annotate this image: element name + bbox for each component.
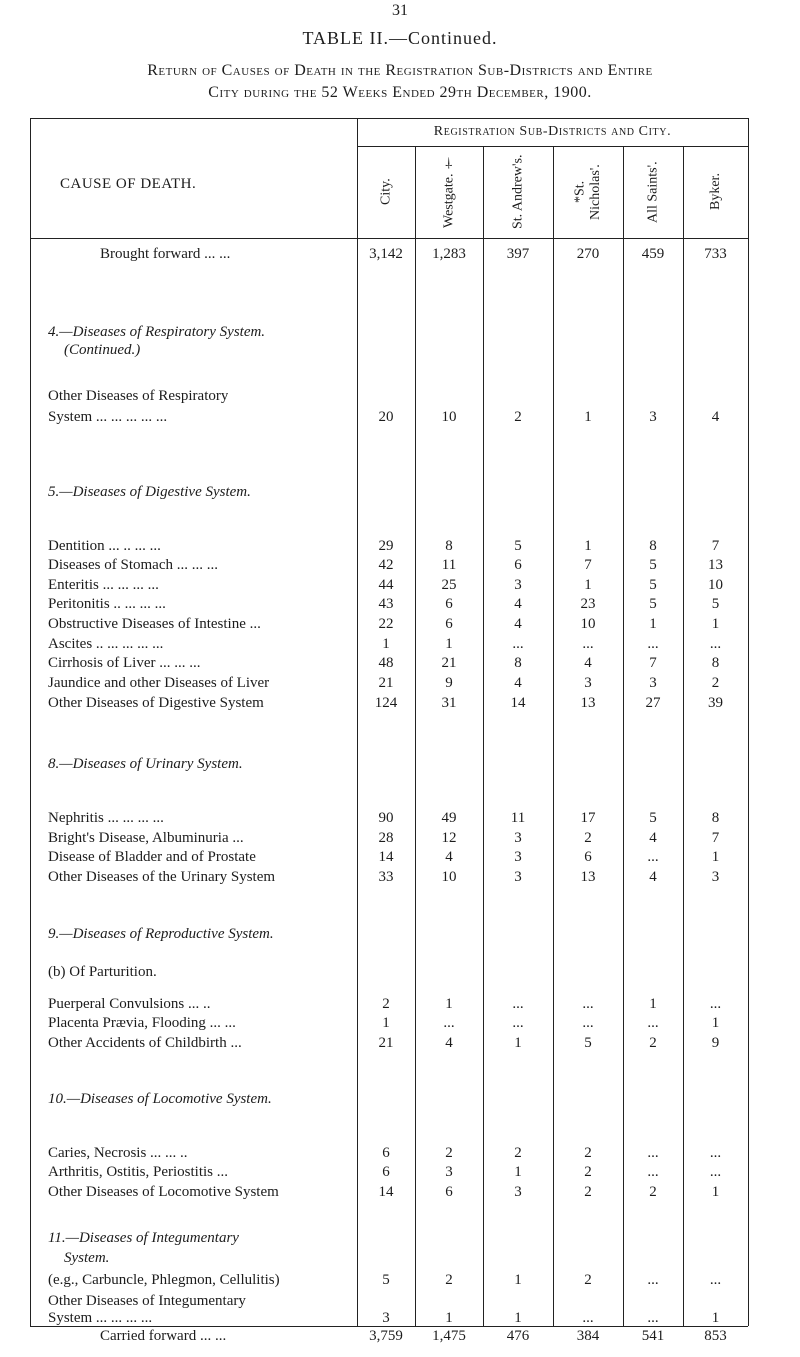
table-cell: ... (709, 1164, 722, 1180)
table-cell: 2 (382, 996, 390, 1012)
table-cell: 3,142 (369, 246, 403, 262)
table-cell: 2 (711, 675, 720, 691)
table-cell: 10 (580, 616, 596, 632)
table-cell: 8 (514, 655, 522, 671)
section-heading-2: 5.—Diseases of Digestive System. (48, 484, 251, 500)
table-cell: 29 (378, 538, 394, 554)
table-cell: 459 (641, 246, 665, 262)
column-header-3: St. Andrew's. (510, 154, 526, 230)
table-cell: 8 (711, 810, 720, 826)
table-cell: 1 (584, 538, 592, 554)
table-cell: 48 (378, 655, 394, 671)
table-cell: 1 (382, 636, 390, 652)
table-cell: 1 (649, 616, 657, 632)
cause-label: Other Accidents of Childbirth ... (48, 1035, 242, 1051)
table-cell: 23 (580, 596, 596, 612)
table-cell: ... (647, 1145, 659, 1161)
cause-label: Bright's Disease, Albuminuria ... (48, 830, 244, 846)
table-cell: 4 (514, 675, 522, 691)
table-cell: 1 (584, 577, 592, 593)
table-cell: ... (647, 636, 659, 652)
table-cell: 6 (514, 557, 522, 573)
table-cell: 6 (584, 849, 592, 865)
table-cell: 3 (514, 830, 522, 846)
table-cell: 1,475 (432, 1328, 466, 1344)
table-cell: 4 (649, 869, 657, 885)
table-cell: 3 (514, 1184, 522, 1200)
table-cell: 11 (510, 810, 526, 826)
table-cell: 3 (445, 1164, 453, 1180)
table-cell: 13 (708, 557, 723, 573)
table-title: TABLE II.—Continued. (302, 28, 498, 48)
table-cell: 21 (441, 655, 457, 671)
table-cell: 1 (382, 1015, 390, 1031)
table-cell: 2 (514, 1145, 522, 1161)
table-cell: 3 (514, 849, 522, 865)
section-heading-cont-1: (Continued.) (64, 342, 141, 358)
table-cell: 42 (378, 557, 394, 573)
table-cell: 9 (445, 675, 453, 691)
cause-column-header: CAUSE OF DEATH. (60, 176, 197, 192)
cause-label: (e.g., Carbuncle, Phlegmon, Cellulitis) (48, 1272, 280, 1288)
table-cell: 733 (704, 246, 727, 262)
column-header-2: Westgate. † (441, 155, 457, 229)
table-cell: 270 (576, 246, 600, 262)
table-cell: 4 (445, 1035, 453, 1051)
table-cell: 8 (445, 538, 453, 554)
table-cell: ... (582, 1310, 594, 1326)
table-cell: ... (512, 636, 524, 652)
table-cell: 3 (711, 869, 720, 885)
table-cell: ... (443, 1015, 455, 1031)
table-cell: 7 (584, 557, 592, 573)
table-cell: 6 (382, 1145, 390, 1161)
table-cell: 6 (445, 1184, 453, 1200)
table-cell: 1 (711, 1015, 720, 1031)
cause-label: Dentition ... .. ... ... (48, 538, 161, 554)
table-cell: 2 (584, 1145, 592, 1161)
table-cell: 3 (584, 675, 592, 691)
table-cell: 14 (378, 849, 394, 865)
table-cell: 1,283 (432, 246, 466, 262)
table-cell: ... (709, 636, 722, 652)
page-number: 31 (392, 2, 408, 19)
cause-label: Other Diseases of Digestive System (48, 695, 264, 711)
table-cell: 4 (711, 409, 720, 425)
table-cell: 2 (584, 1164, 592, 1180)
cause-label-cont: System ... ... ... ... ... (48, 409, 168, 425)
table-cell: 5 (649, 810, 657, 826)
table-cell: 5 (649, 577, 657, 593)
table-cell: 6 (445, 596, 453, 612)
table-cell: ... (582, 996, 594, 1012)
table-cell: 28 (378, 830, 394, 846)
table-cell: 1 (711, 1184, 720, 1200)
table-subtitle-line-2: City during the 52 Weeks Ended 29th December, 1900. (208, 84, 592, 101)
table-cell: ... (512, 996, 524, 1012)
section-subheading-4: (b) Of Parturition. (48, 964, 157, 980)
cause-label: Obstructive Diseases of Intestine ... (48, 616, 261, 632)
table-cell: 2 (445, 1145, 453, 1161)
table-cell: 2 (584, 1184, 592, 1200)
table-cell: 13 (580, 695, 596, 711)
table-cell: 49 (441, 810, 457, 826)
cause-label: Brought forward ... ... (100, 246, 231, 262)
table-cell: 2 (649, 1184, 657, 1200)
table-cell: ... (582, 1015, 594, 1031)
table-cell: ... (582, 636, 594, 652)
table-cell: 1 (514, 1164, 522, 1180)
table-cell: 25 (441, 577, 457, 593)
section-heading-cont-6: System. (64, 1250, 110, 1266)
column-header-5: All Saints'. (645, 161, 661, 223)
cause-label: Carried forward ... ... (100, 1328, 227, 1344)
section-heading-3: 8.—Diseases of Urinary System. (48, 756, 243, 772)
table-cell: 5 (711, 596, 720, 612)
table-cell: 1 (445, 1310, 453, 1326)
table-cell: 13 (580, 869, 596, 885)
cause-label: Peritonitis .. ... ... ... (48, 596, 166, 612)
table-cell: ... (512, 1015, 524, 1031)
table-cell: 11 (441, 557, 457, 573)
cause-label-cont: System ... ... ... ... (48, 1310, 153, 1326)
table-cell: 2 (514, 409, 522, 425)
table-cell: 476 (506, 1328, 530, 1344)
table-cell: 7 (649, 655, 657, 671)
table-cell: ... (647, 1272, 659, 1288)
table-cell: 12 (441, 830, 457, 846)
table-cell: 2 (445, 1272, 453, 1288)
table-left-rule (30, 118, 31, 1326)
table-cell: 10 (441, 409, 457, 425)
table-cell: 1 (514, 1310, 522, 1326)
section-heading-5: 10.—Diseases of Locomotive System. (48, 1091, 272, 1107)
table-cell: 4 (649, 830, 657, 846)
table-cell: 8 (711, 655, 720, 671)
section-heading-4: 9.—Diseases of Reproductive System. (48, 926, 274, 942)
table-cell: 5 (514, 538, 522, 554)
cause-label: Other Diseases of Locomotive System (48, 1184, 279, 1200)
table-cell: 2 (649, 1035, 657, 1051)
table-cell: 44 (378, 577, 394, 593)
table-cell: 10 (441, 869, 457, 885)
table-cell: 8 (649, 538, 657, 554)
column-header-4: *St. Nicholas'. (572, 164, 603, 220)
table-cell: 14 (378, 1184, 394, 1200)
table-cell: ... (709, 1145, 722, 1161)
table-cell: 1 (711, 616, 720, 632)
table-cell: 853 (704, 1328, 727, 1344)
table-cell: 1 (514, 1035, 522, 1051)
cause-label: Puerperal Convulsions ... .. (48, 996, 211, 1012)
table-cell: ... (647, 1310, 659, 1326)
cause-label: Arthritis, Ostitis, Periostitis ... (48, 1164, 229, 1180)
cause-label: Jaundice and other Diseases of Liver (48, 675, 270, 691)
table-cell: 31 (441, 695, 457, 711)
cause-label: Ascites .. ... ... ... ... (48, 636, 164, 652)
table-right-rule (748, 118, 749, 1326)
table-cell: 3,759 (369, 1328, 403, 1344)
table-cell: 1 (445, 996, 453, 1012)
column-header-6: Byker. (707, 173, 723, 211)
table-cell: 4 (584, 655, 592, 671)
cause-label: Diseases of Stomach ... ... ... (48, 557, 218, 573)
cause-label: Caries, Necrosis ... ... .. (48, 1145, 188, 1161)
table-cell: 2 (584, 1272, 592, 1288)
table-cell: 7 (711, 830, 720, 846)
table-cell: 17 (580, 810, 596, 826)
table-cell: 3 (514, 577, 522, 593)
table-cell: 21 (378, 1035, 394, 1051)
table-cell: 1 (584, 409, 592, 425)
table-cell: 6 (445, 616, 453, 632)
cause-label: Nephritis ... ... ... ... (48, 810, 164, 826)
table-cell: 124 (374, 695, 398, 711)
table-cell: 541 (641, 1328, 665, 1344)
table-cell: 384 (576, 1328, 600, 1344)
table-cell: 4 (514, 596, 522, 612)
table-cell: 9 (711, 1035, 720, 1051)
group-header: Registration Sub-Districts and City. (433, 124, 672, 139)
cause-label: Disease of Bladder and of Prostate (48, 849, 256, 865)
table-cell: 20 (378, 409, 394, 425)
table-top-rule (30, 118, 748, 119)
table-subtitle-line-1: Return of Causes of Death in the Registration Sub-Districts and Entire (147, 62, 653, 79)
table-cell: ... (647, 1015, 659, 1031)
table-cell: 2 (584, 830, 592, 846)
table-cell: ... (647, 849, 659, 865)
table-cell: 397 (506, 246, 530, 262)
table-cell: ... (647, 1164, 659, 1180)
table-cell: 3 (514, 869, 522, 885)
cause-label: Other Diseases of the Urinary System (48, 869, 276, 885)
cause-label: Cirrhosis of Liver ... ... ... (48, 655, 201, 671)
table-cell: ... (709, 1272, 722, 1288)
table-cell: 90 (378, 810, 394, 826)
table-cell: 43 (378, 596, 394, 612)
table-cell: 10 (708, 577, 723, 593)
table-cell: 3 (649, 675, 657, 691)
table-cell: 1 (445, 636, 453, 652)
table-cell: 5 (382, 1272, 390, 1288)
table-cell: 14 (510, 695, 526, 711)
table-cell: 4 (445, 849, 453, 865)
table-cell: 3 (649, 409, 657, 425)
table-cell: 1 (711, 849, 720, 865)
table-cell: 27 (645, 695, 661, 711)
table-cell: 5 (649, 596, 657, 612)
section-heading-6: 11.—Diseases of Integumentary (48, 1230, 239, 1246)
table-cell: 1 (514, 1272, 522, 1288)
section-heading-1: 4.—Diseases of Respiratory System. (48, 324, 266, 340)
table-cell: 1 (649, 996, 657, 1012)
header-bottom-rule (30, 238, 748, 239)
table-cell: 5 (584, 1035, 592, 1051)
cause-label: Other Diseases of Integumentary (48, 1293, 246, 1309)
table-cell: 33 (378, 869, 394, 885)
column-header-1: City. (378, 178, 394, 206)
table-cell: 6 (382, 1164, 390, 1180)
table-cell: 4 (514, 616, 522, 632)
cause-label: Enteritis ... ... ... ... (48, 577, 159, 593)
table-cell: ... (709, 996, 722, 1012)
cause-label: Other Diseases of Respiratory (48, 388, 229, 404)
table-cell: 7 (711, 538, 720, 554)
table-cell: 3 (382, 1310, 390, 1326)
table-cell: 21 (378, 675, 394, 691)
table-cell: 22 (378, 616, 394, 632)
table-cell: 39 (708, 695, 723, 711)
cause-label: Placenta Prævia, Flooding ... ... (48, 1015, 236, 1031)
table-cell: 5 (649, 557, 657, 573)
table-cell: 1 (711, 1310, 720, 1326)
